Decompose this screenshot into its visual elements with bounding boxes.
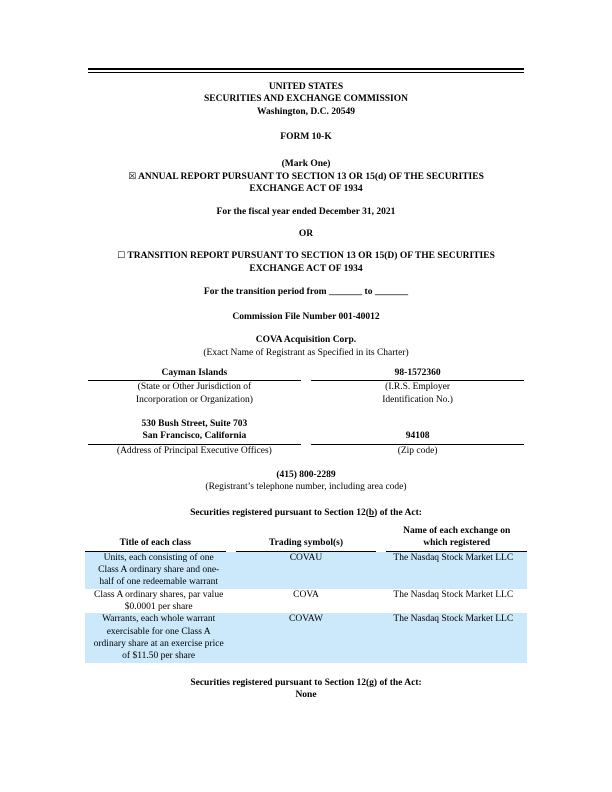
section-12g-underlined-letter: g — [369, 677, 374, 688]
or-label: OR — [298, 229, 314, 240]
unchecked-checkbox-icon: ☐ — [117, 251, 126, 262]
table-row-units — [85, 552, 527, 589]
registrant-name: COVA Acquisition Corp. — [255, 335, 357, 346]
us-header-line2: SECURITIES AND EXCHANGE COMMISSION — [203, 94, 409, 105]
address-zip-row — [88, 418, 524, 457]
annual-report-line1 — [88, 171, 524, 184]
jurisdiction-value: Cayman Islands — [88, 367, 301, 381]
form-title: FORM 10-K — [280, 132, 332, 143]
column-header-trading-symbols: Trading symbol(s) — [236, 537, 377, 551]
column-header-exchange-line2: which registered — [423, 538, 491, 549]
transition-report-line2: EXCHANGE ACT OF 1934 — [249, 264, 363, 275]
row-trading-symbol: COVAW — [289, 614, 323, 625]
row-exchange: The Nasdaq Stock Market LLC — [393, 614, 514, 625]
registrant-name-caption: (Exact Name of Registrant as Specified in its Charter) — [203, 347, 409, 358]
jurisdiction-column — [88, 367, 301, 406]
securities-table — [85, 525, 527, 663]
annual-report-line2: EXCHANGE ACT OF 1934 — [249, 184, 363, 195]
jurisdiction-caption-line1: (State or Other Jurisdiction of — [137, 382, 252, 393]
irs-number-value: 98-1572360 — [311, 367, 524, 381]
checked-checkbox-icon: ☒ — [128, 171, 137, 182]
address-column — [88, 418, 301, 457]
row-title-line: of $11.50 per share — [122, 651, 196, 662]
transition-report-text: TRANSITION REPORT PURSUANT TO SECTION 13 OR 15(D) OF THE SECURITIES — [127, 251, 495, 262]
column-header-title-of-each-class: Title of each class — [85, 537, 226, 551]
mark-one-label: (Mark One) — [281, 159, 331, 170]
address-line1: 530 Bush Street, Suite 703 — [141, 418, 248, 429]
row-title-line: Warrants, each whole warrant — [102, 614, 216, 625]
section-12g-heading — [88, 677, 524, 689]
section-12b-underlined-letter: b — [368, 507, 375, 518]
fiscal-year-line: For the fiscal year ended December 31, 2021 — [216, 206, 396, 217]
irs-column — [311, 367, 524, 406]
row-title-line: $0.0001 per share — [124, 602, 193, 612]
annual-report-text: ANNUAL REPORT PURSUANT TO SECTION 13 OR 15(d) OF THE SECURITIES — [138, 171, 484, 182]
transition-report-line1 — [88, 250, 524, 263]
row-exchange: The Nasdaq Stock Market LLC — [393, 589, 514, 600]
row-exchange: The Nasdaq Stock Market LLC — [393, 552, 514, 563]
row-title-line: Units, each consisting of one — [103, 552, 214, 563]
jurisdiction-irs-row — [88, 367, 524, 406]
irs-caption-line1: (I.R.S. Employer — [385, 382, 451, 393]
row-trading-symbol: COVA — [293, 589, 319, 600]
row-title-line: Class A ordinary shares, par value — [94, 589, 224, 600]
row-title — [85, 552, 232, 589]
irs-caption-line2: Identification No.) — [382, 394, 453, 405]
zip-value: 94108 — [311, 430, 524, 444]
row-title — [85, 589, 232, 614]
section-12b-suffix: ) of the Act: — [374, 507, 422, 518]
row-title-line: half of one redeemable warrant — [99, 577, 218, 588]
column-header-exchange-line1: Name of each exchange on — [403, 525, 511, 536]
commission-file-number: Commission File Number 001-40012 — [232, 311, 380, 322]
phone-caption: (Registrant’s telephone number, including area code) — [205, 482, 407, 493]
row-title — [85, 613, 232, 662]
transition-period-line: For the transition period from _______ to _______ — [203, 287, 409, 298]
us-header-line1: UNITED STATES — [268, 82, 344, 92]
zip-caption: (Zip code) — [397, 445, 438, 456]
row-title-line: Class A ordinary share and one- — [98, 564, 220, 575]
address-caption: (Address of Principal Executive Offices) — [116, 445, 272, 456]
section-12g-prefix: Securities registered pursuant to Section 12( — [190, 677, 370, 688]
top-double-rule — [88, 68, 524, 73]
row-title-line: exercisable for one Class A — [106, 626, 211, 637]
row-title-line: ordinary share at an exercise price — [93, 639, 224, 650]
section-12b-heading — [88, 507, 524, 519]
us-header-line3: Washington, D.C. 20549 — [257, 106, 355, 117]
table-row-warrants — [85, 613, 527, 662]
securities-table-header — [85, 525, 527, 552]
section-12b-prefix: Securities registered pursuant to Section 12( — [190, 507, 369, 518]
phone-value: (415) 800-2289 — [276, 469, 336, 480]
row-trading-symbol: COVAU — [289, 552, 323, 563]
address-line2: San Francisco, California — [142, 431, 247, 442]
table-row-class-a-shares — [85, 589, 527, 614]
column-header-exchange — [386, 525, 527, 552]
address-value — [88, 418, 301, 445]
section-12g-value: None — [295, 690, 317, 701]
jurisdiction-caption-line2: Incorporation or Organization) — [135, 394, 253, 405]
section-12g-suffix: ) of the Act: — [373, 677, 422, 688]
zip-column — [311, 418, 524, 457]
